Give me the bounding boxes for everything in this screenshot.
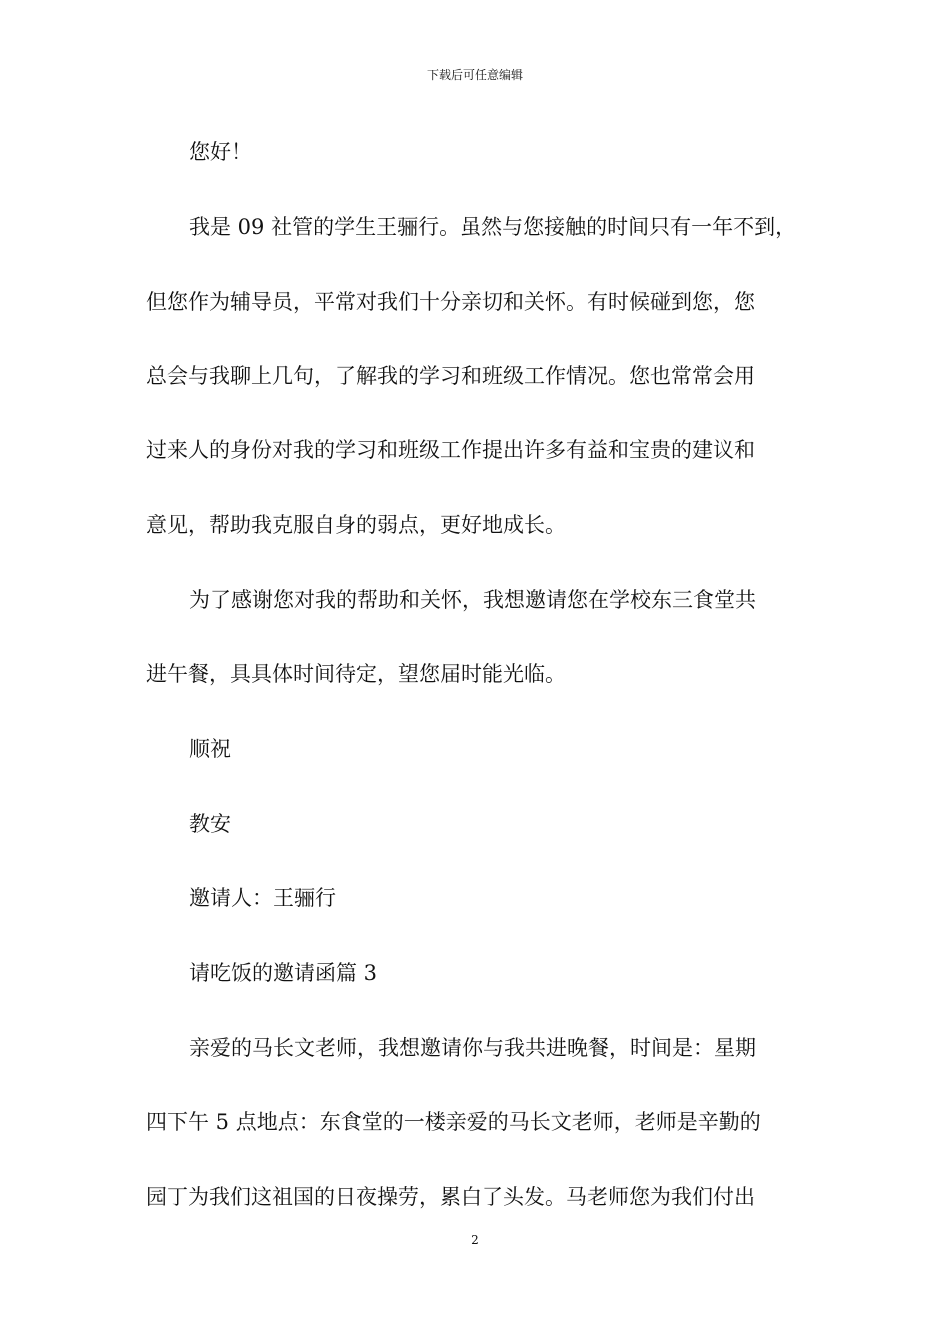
- paragraph-line: 亲爱的马长文老师，我想邀请你与我共进晚餐，时间是：星期: [189, 1036, 756, 1060]
- paragraph-line: 为了感谢您对我的帮助和关怀，我想邀请您在学校东三食堂共: [189, 588, 756, 612]
- paragraph-line: 园丁为我们这祖国的日夜操劳，累白了头发。马老师您为我们付出: [146, 1185, 755, 1209]
- paragraph-line: 总会与我聊上几句，了解我的学习和班级工作情况。您也常常会用: [146, 364, 755, 388]
- paragraph-line: 但您作为辅导员，平常对我们十分亲切和关怀。有时候碰到您，您: [146, 290, 755, 314]
- greeting-line: 您好！: [189, 140, 252, 164]
- paragraph-line: 四下午 5 点地点：东食堂的一楼亲爱的马长文老师，老师是辛勤的: [146, 1110, 761, 1134]
- page-number: 2: [471, 1233, 479, 1247]
- closing-line: 顺祝: [189, 737, 231, 761]
- header-note: 下载后可任意编辑: [426, 68, 523, 82]
- closing-line: 教安: [189, 812, 231, 836]
- paragraph-line: 我是 09 社管的学生王骊行。虽然与您接触的时间只有一年不到，: [189, 215, 797, 239]
- signature-line: 邀请人：王骊行: [189, 886, 336, 910]
- paragraph-line: 过来人的身份对我的学习和班级工作提出许多有益和宝贵的建议和: [146, 438, 755, 462]
- paragraph-line: 进午餐，具具体时间待定，望您届时能光临。: [146, 662, 566, 686]
- section-title: 请吃饭的邀请函篇 3: [189, 961, 378, 985]
- paragraph-line: 意见，帮助我克服自身的弱点，更好地成长。: [146, 513, 566, 537]
